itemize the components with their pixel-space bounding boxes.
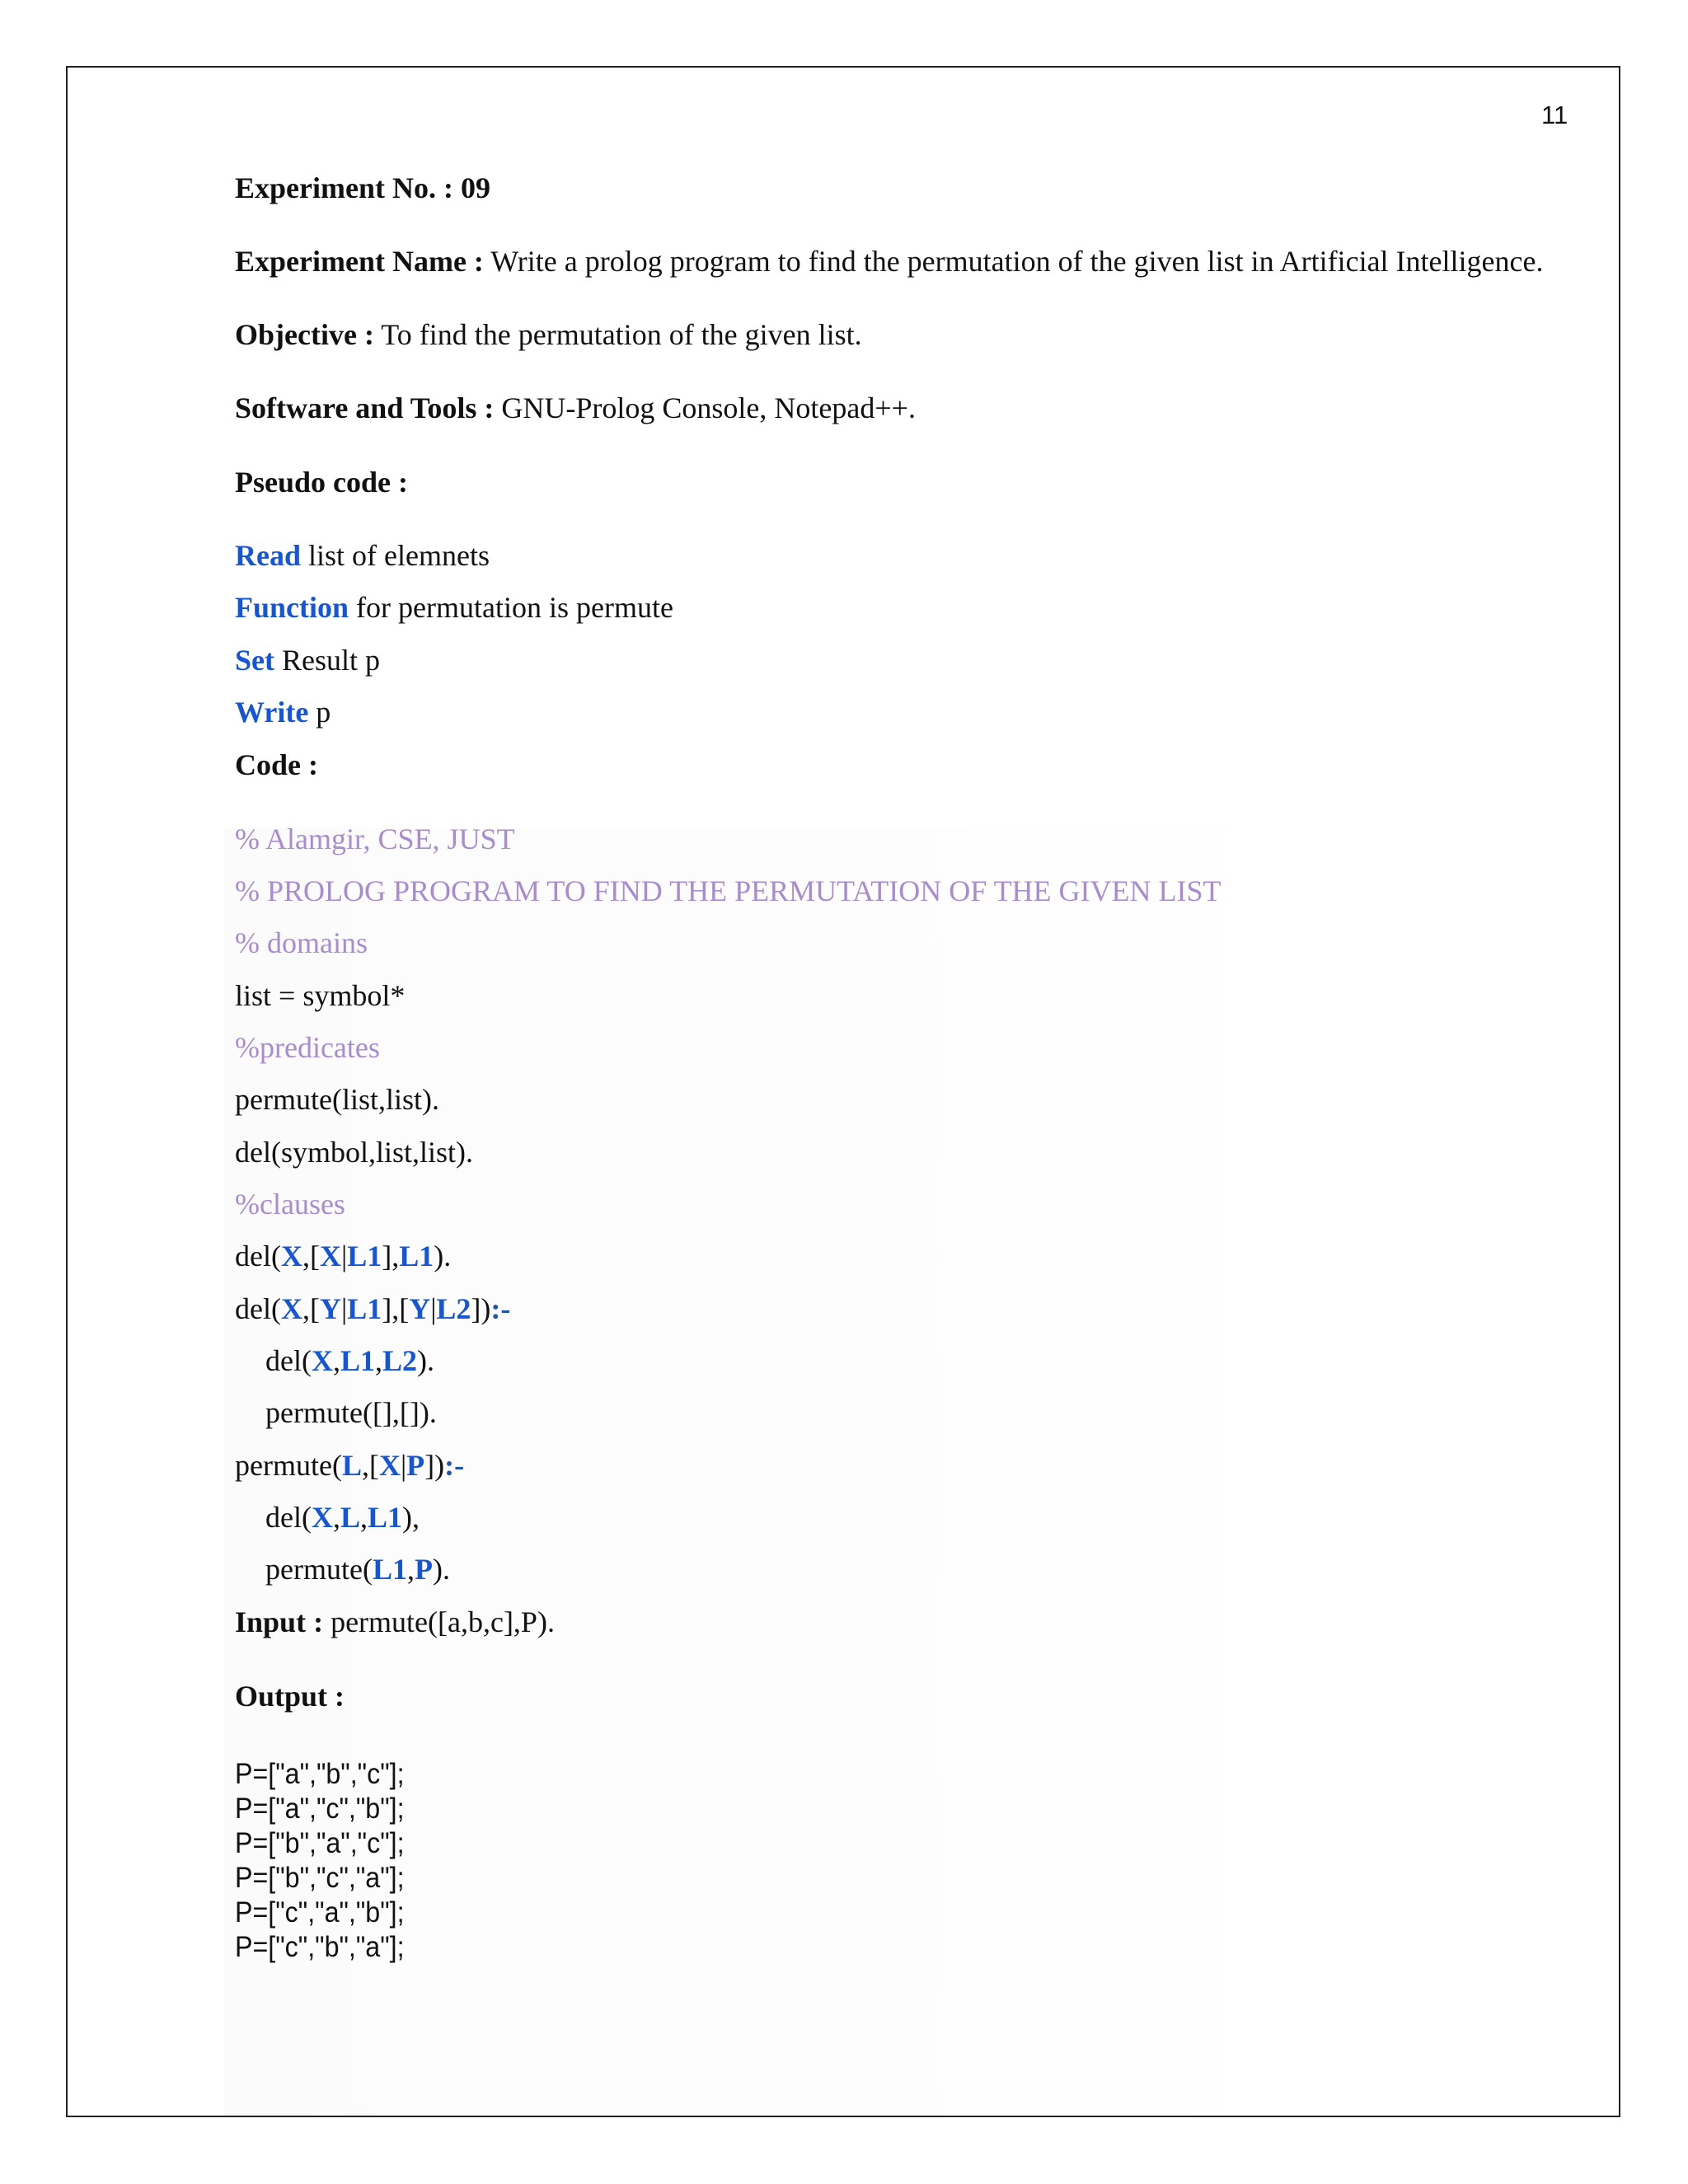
code-token: del( <box>235 1292 281 1325</box>
pseudo-keyword: Set <box>235 644 274 677</box>
code-line-predicate: permute(list,list). <box>235 1083 439 1116</box>
code-token: ],[ <box>382 1292 410 1325</box>
pseudo-line-function <box>235 593 673 622</box>
pseudo-keyword: Function <box>235 591 349 624</box>
code-token: ,[ <box>302 1292 320 1325</box>
code-line-clause <box>235 1451 464 1480</box>
code-variable: L1 <box>367 1501 402 1534</box>
code-heading: Code : <box>235 748 318 781</box>
code-variable: L1 <box>347 1240 382 1272</box>
code-variable: X <box>378 1449 401 1482</box>
code-line-domain: list = symbol* <box>235 979 406 1012</box>
code-line-body <box>265 1346 434 1376</box>
code-comment: % Alamgir, CSE, JUST <box>235 823 515 855</box>
code-token: ], <box>382 1240 400 1272</box>
objective <box>235 320 862 349</box>
output-line: P=["a","c","b"]; <box>235 1793 405 1825</box>
code-variable: X <box>311 1501 333 1534</box>
input-label: Input : <box>235 1605 324 1638</box>
code-token: | <box>430 1292 437 1325</box>
code-token: ). <box>417 1344 434 1377</box>
code-operator: :- <box>444 1449 465 1482</box>
code-variable: P <box>406 1449 425 1482</box>
code-token: ), <box>402 1501 420 1534</box>
code-line-body <box>265 1554 450 1584</box>
code-line-body <box>265 1502 420 1532</box>
code-token: ,[ <box>361 1449 379 1482</box>
code-variable: X <box>280 1292 302 1325</box>
code-variable: L2 <box>382 1344 417 1377</box>
code-token: , <box>359 1501 368 1534</box>
code-token: | <box>400 1449 407 1482</box>
code-variable: L1 <box>347 1292 382 1325</box>
code-line-clause <box>235 1241 451 1271</box>
code-comment: % PROLOG PROGRAM TO FIND THE PERMUTATION OF THE GIVEN LIST <box>235 874 1221 907</box>
code-variable: L1 <box>340 1344 375 1377</box>
pseudo-text: list of elemnets <box>301 539 490 572</box>
pseudo-text: for permutation is permute <box>349 591 673 624</box>
experiment-name-label: Experiment Name : <box>235 245 484 278</box>
pseudo-text: p <box>308 696 331 729</box>
code-variable: X <box>280 1240 302 1272</box>
pseudo-code-heading: Pseudo code : <box>235 466 408 499</box>
code-variable: L <box>340 1501 360 1534</box>
output-line: P=["a","b","c"]; <box>235 1758 405 1790</box>
input-value: permute([a,b,c],P). <box>323 1605 555 1638</box>
software-tools <box>235 393 916 423</box>
code-variable: X <box>311 1344 333 1377</box>
code-token: ]) <box>471 1292 491 1325</box>
code-token: ,[ <box>302 1240 320 1272</box>
software-value: GNU-Prolog Console, Notepad++. <box>494 391 916 424</box>
output-line: P=["c","b","a"]; <box>235 1931 405 1963</box>
code-token: ]) <box>424 1449 445 1482</box>
code-variable: P <box>414 1553 433 1586</box>
pseudo-line-write <box>235 697 331 727</box>
objective-label: Objective : <box>235 318 374 351</box>
code-token: ). <box>432 1553 450 1586</box>
code-token: del( <box>265 1344 312 1377</box>
output-heading: Output : <box>235 1680 345 1713</box>
output-line: P=["c","a","b"]; <box>235 1896 405 1929</box>
software-label: Software and Tools : <box>235 391 495 424</box>
objective-value: To find the permutation of the given list. <box>373 318 862 351</box>
code-variable: L1 <box>399 1240 434 1272</box>
code-comment: % domains <box>235 926 368 959</box>
code-line-predicate: del(symbol,list,list). <box>235 1136 474 1169</box>
code-variable: L2 <box>436 1292 471 1325</box>
code-line-fact: permute([],[]). <box>265 1396 437 1429</box>
code-token: permute( <box>235 1449 342 1482</box>
experiment-name <box>235 246 1543 276</box>
code-variable: Y <box>409 1292 431 1325</box>
code-comment: %clauses <box>235 1188 345 1221</box>
page-number: 11 <box>1541 101 1568 129</box>
code-variable: Y <box>319 1292 341 1325</box>
code-operator: :- <box>490 1292 511 1325</box>
pseudo-keyword: Write <box>235 696 309 729</box>
output-line: P=["b","c","a"]; <box>235 1862 405 1894</box>
code-token: permute( <box>265 1553 373 1586</box>
code-token: | <box>340 1292 348 1325</box>
experiment-name-value: Write a prolog program to find the permutation of the given list in Artificial Intelligence. <box>483 245 1544 278</box>
code-variable: L <box>341 1449 362 1482</box>
code-token: del( <box>235 1240 281 1272</box>
code-token: del( <box>265 1501 312 1534</box>
pseudo-line-set <box>235 645 380 675</box>
code-token: , <box>406 1553 415 1586</box>
code-token: , <box>332 1501 340 1534</box>
code-token: ). <box>434 1240 452 1272</box>
pseudo-text: Result p <box>274 644 381 677</box>
output-line: P=["b","a","c"]; <box>235 1827 405 1859</box>
code-variable: X <box>319 1240 341 1272</box>
code-variable: L1 <box>372 1553 407 1586</box>
input-line <box>235 1607 555 1637</box>
code-token: , <box>332 1344 340 1377</box>
code-token: , <box>374 1344 382 1377</box>
pseudo-line-read <box>235 541 490 570</box>
experiment-number: Experiment No. : 09 <box>235 171 490 204</box>
code-comment: %predicates <box>235 1031 380 1064</box>
code-token: | <box>340 1240 348 1272</box>
code-line-clause <box>235 1294 510 1324</box>
pseudo-keyword: Read <box>235 539 301 572</box>
